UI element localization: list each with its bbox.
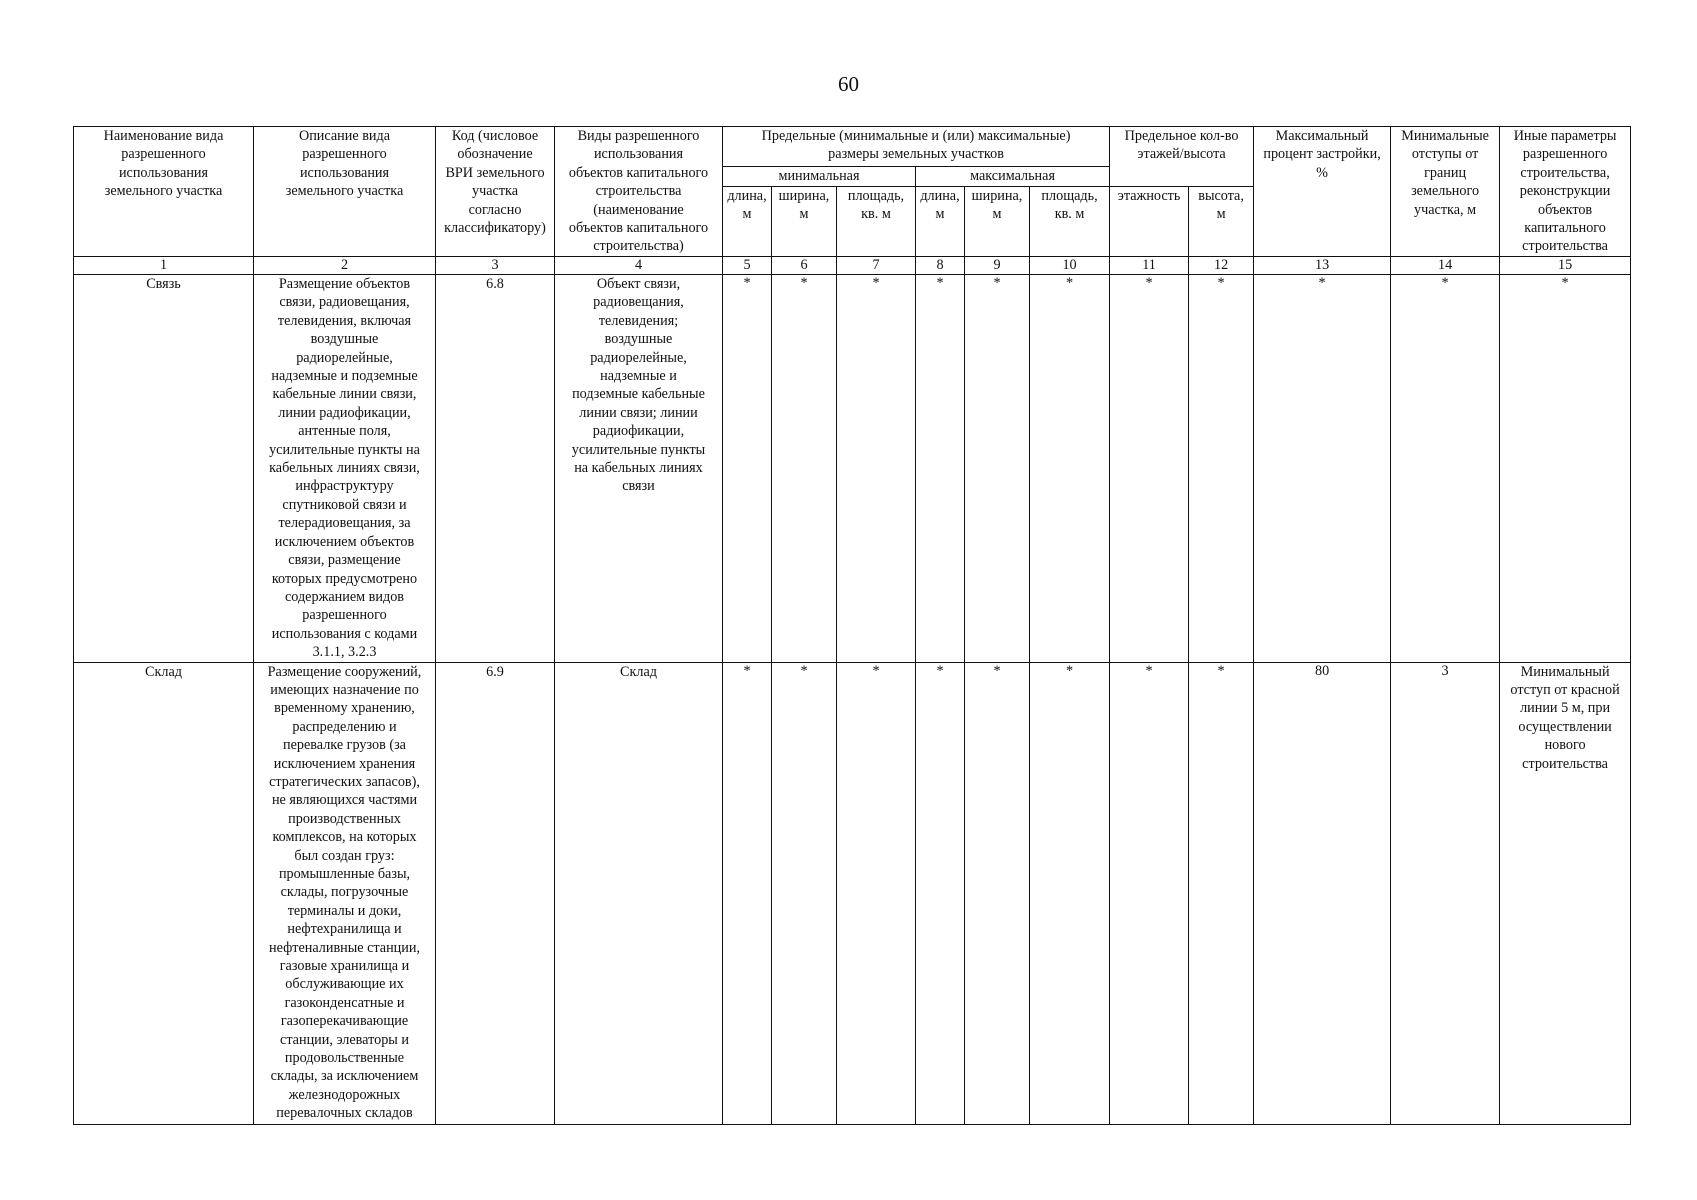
height-value: * [1189, 662, 1254, 1124]
column-number: 8 [916, 257, 965, 275]
column-number: 9 [965, 257, 1030, 275]
header-land-use-code: Код (числовое обозначение ВРИ земельного участка согласно классификатору) [436, 127, 555, 257]
height-value: * [1189, 275, 1254, 663]
header-max-length: длина, м [916, 187, 965, 257]
max-length-value: * [916, 275, 965, 663]
land-use-regulations-table [73, 126, 1631, 1125]
land-use-code: 6.9 [436, 662, 555, 1124]
max-build-percent-value: 80 [1254, 662, 1391, 1124]
min-setback-value: * [1391, 275, 1500, 663]
other-parameters-value: * [1500, 275, 1631, 663]
max-area-value: * [1030, 275, 1110, 663]
floors-value: * [1110, 275, 1189, 663]
land-use-description: Размещение сооружений, имеющих назначение по временному хранению, распределению и перевалке грузов (за исключением хранения стратегических запасов), не являющихся частями производственных комплексов, на которых был создан груз: промышленные базы, склады, погрузочные терминалы и доки, нефтехранилища и нефтеналивные станции, газовые хранилища и обслуживающие их газоконденсатные и газоперекачивающие станции, элеваторы и продовольственные склады, за исключением железнодорожных перевалочных складов [254, 662, 436, 1124]
header-min-setbacks: Минимальные отступы от границ земельного участка, м [1391, 127, 1500, 257]
header-floors-height-group: Предельное кол-во этажей/высота [1110, 127, 1254, 187]
floors-value: * [1110, 662, 1189, 1124]
column-number: 15 [1500, 257, 1631, 275]
header-plot-size-limits: Предельные (минимальные и (или) максимальные) размеры земельных участков [723, 127, 1110, 167]
max-width-value: * [965, 275, 1030, 663]
max-build-percent-value: * [1254, 275, 1391, 663]
header-row-1 [74, 127, 1631, 167]
header-max-width: ширина, м [965, 187, 1030, 257]
table-row-svyaz [74, 275, 1631, 663]
header-max-area: площадь, кв. м [1030, 187, 1110, 257]
min-area-value: * [837, 275, 916, 663]
column-number: 6 [772, 257, 837, 275]
column-number: 3 [436, 257, 555, 275]
capital-construction-objects: Объект связи, радиовещания, телевидения; воздушные радиорелейные, надземные и подземные кабельные линии связи; линии радиофикации, усилительные пункты на кабельных линиях связи [555, 275, 723, 663]
header-height: высота, м [1189, 187, 1254, 257]
table-row-sklad [74, 662, 1631, 1124]
header-min-width: ширина, м [772, 187, 837, 257]
land-use-name: Склад [74, 662, 254, 1124]
column-number-row [74, 257, 1631, 275]
max-width-value: * [965, 662, 1030, 1124]
column-number: 10 [1030, 257, 1110, 275]
min-length-value: * [723, 275, 772, 663]
column-number: 14 [1391, 257, 1500, 275]
max-length-value: * [916, 662, 965, 1124]
min-area-value: * [837, 662, 916, 1124]
other-parameters-value: Минимальный отступ от красной линии 5 м, при осуществлении нового строительства [1500, 662, 1631, 1124]
min-width-value: * [772, 662, 837, 1124]
header-min-length: длина, м [723, 187, 772, 257]
header-max-build-percent: Максимальный процент застройки, % [1254, 127, 1391, 257]
column-number: 1 [74, 257, 254, 275]
max-area-value: * [1030, 662, 1110, 1124]
column-number: 2 [254, 257, 436, 275]
header-land-use-description: Описание вида разрешенного использования земельного участка [254, 127, 436, 257]
header-capital-construction-types: Виды разрешенного использования объектов капитального строительства (наименование объектов капитального строительства) [555, 127, 723, 257]
column-number: 4 [555, 257, 723, 275]
column-number: 13 [1254, 257, 1391, 275]
page-number: 60 [838, 72, 859, 96]
land-use-description: Размещение объектов связи, радиовещания, телевидения, включая воздушные радиорелейные, надземные и подземные кабельные линии связи, линии радиофикации, антенные поля, усилительные пункты на кабельных линиях связи, инфраструктуру спутниковой связи и телерадиовещания, за исключением объектов связи, размещение которых предусмотрено содержанием видов разрешенного использования с кодами 3.1.1, 3.2.3 [254, 275, 436, 663]
header-minimum: минимальная [723, 166, 916, 186]
min-length-value: * [723, 662, 772, 1124]
column-number: 12 [1189, 257, 1254, 275]
header-floors: этажность [1110, 187, 1189, 257]
column-number: 7 [837, 257, 916, 275]
header-land-use-name: Наименование вида разрешенного использования земельного участка [74, 127, 254, 257]
column-number: 5 [723, 257, 772, 275]
column-number: 11 [1110, 257, 1189, 275]
header-maximum: максимальная [916, 166, 1110, 186]
header-other-parameters: Иные параметры разрешенного строительства, реконструкции объектов капитального строительства [1500, 127, 1631, 257]
header-min-area: площадь, кв. м [837, 187, 916, 257]
land-use-name: Связь [74, 275, 254, 663]
min-setback-value: 3 [1391, 662, 1500, 1124]
land-use-code: 6.8 [436, 275, 555, 663]
capital-construction-objects: Склад [555, 662, 723, 1124]
min-width-value: * [772, 275, 837, 663]
